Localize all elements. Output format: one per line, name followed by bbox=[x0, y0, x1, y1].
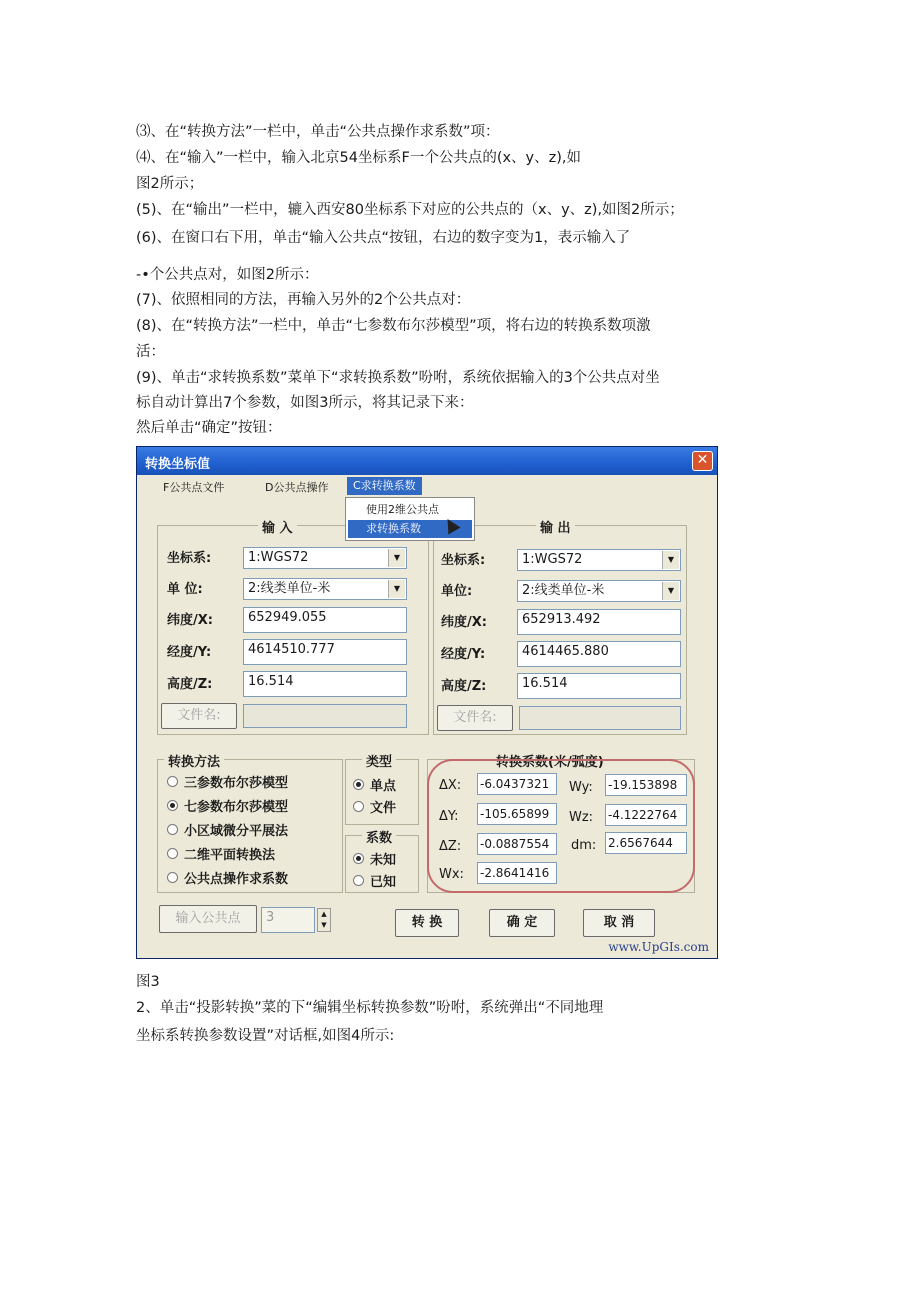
paragraph-step-8: (8)、在“转换方法”一栏中，单击“七参数布尔莎模型”项，将右边的转换系数项激 bbox=[136, 318, 651, 334]
output-lon-field[interactable]: 4614465.880 bbox=[517, 641, 681, 667]
paragraph-step-7: (7)、依照相同的方法，再输入另外的2个公共点对： bbox=[136, 292, 471, 308]
menu-bar bbox=[137, 475, 717, 497]
chevron-down-icon: ▼ bbox=[662, 582, 679, 600]
output-h-field[interactable]: 16.514 bbox=[517, 673, 681, 699]
menu-item-2d-points[interactable]: 使用2维公共点 bbox=[366, 503, 439, 516]
chevron-down-icon: ▼ bbox=[388, 549, 405, 567]
paragraph-step-6: (6)、在窗口右下用，单击“输入公共点“按钮，右边的数字变为1，表示输入了 bbox=[136, 230, 631, 246]
input-lat-field[interactable]: 652949.055 bbox=[243, 607, 407, 633]
wx-label: Wx: bbox=[439, 867, 464, 882]
chevron-down-icon: ▼ bbox=[388, 580, 405, 598]
method-option-2d[interactable]: 二维平面转换法 bbox=[167, 844, 275, 863]
input-h-field[interactable]: 16.514 bbox=[243, 671, 407, 697]
wz-field[interactable]: -4.1222764 bbox=[605, 804, 687, 826]
wz-label: Wz: bbox=[569, 810, 594, 825]
point-count-spinner[interactable]: ▲ ▼ bbox=[317, 908, 331, 932]
paragraph-step-4: ⑷、在“输入”一栏中，输入北京54坐标系F一个公共点的(x、y、z),如 bbox=[136, 150, 582, 166]
output-unit-label: 单位: bbox=[441, 584, 473, 599]
chevron-down-icon: ▼ bbox=[662, 551, 679, 569]
dy-field[interactable]: -105.65899 bbox=[477, 803, 557, 825]
paragraph-step-9: (9)、单击“求转换系数”菜单下“求转换系数”吩咐，系统依据输入的3个公共点对坐 bbox=[136, 370, 660, 386]
output-lon-label: 经度/Y: bbox=[441, 647, 486, 662]
paragraph-step-6-cont: -•个公共点对，如图2所示： bbox=[136, 267, 319, 283]
output-file-field[interactable] bbox=[519, 706, 681, 730]
solve-coef-dropdown bbox=[345, 497, 475, 541]
input-point-button[interactable]: 输入公共点 bbox=[159, 905, 257, 933]
coef-option-unknown[interactable]: 未知 bbox=[353, 849, 396, 868]
output-group-title: 输 出 bbox=[536, 517, 575, 536]
dz-label: ΔZ: bbox=[439, 839, 462, 854]
convert-button[interactable]: 转 换 bbox=[395, 909, 459, 937]
dy-label: ΔY: bbox=[439, 809, 459, 824]
figure-caption: 图3 bbox=[136, 974, 160, 990]
paragraph-step-5: (5)、在“输出”一栏中，辘入西安80坐标系下对应的公共点的（x、y、z),如图2所示； bbox=[136, 202, 684, 218]
dialog-titlebar bbox=[137, 447, 717, 475]
ok-button[interactable]: 确 定 bbox=[489, 909, 555, 937]
dm-label: dm: bbox=[571, 838, 597, 853]
output-lat-field[interactable]: 652913.492 bbox=[517, 609, 681, 635]
menu-point-ops[interactable]: D公共点操作 bbox=[265, 481, 329, 494]
coef-known-group-title: 系数 bbox=[362, 827, 396, 846]
coef-group-title: 转换系数(米/弧度) bbox=[492, 751, 608, 770]
paragraph-confirm: 然后单击“确定”按钮： bbox=[136, 420, 282, 436]
dx-field[interactable]: -6.0437321 bbox=[477, 773, 557, 795]
method-option-3param[interactable]: 三参数布尔莎模型 bbox=[167, 772, 288, 791]
output-lat-label: 纬度/X: bbox=[441, 615, 487, 630]
input-group-title: 输 入 bbox=[258, 517, 297, 536]
input-lon-label: 经度/Y: bbox=[167, 645, 212, 660]
output-h-label: 高度/Z: bbox=[441, 679, 487, 694]
output-unit-combo[interactable]: 2:线类单位-米 ▼ bbox=[517, 580, 681, 602]
input-h-label: 高度/Z: bbox=[167, 677, 213, 692]
output-coord-combo[interactable]: 1:WGS72 ▼ bbox=[517, 549, 681, 571]
type-group-title: 类型 bbox=[362, 751, 396, 770]
output-file-button[interactable]: 文件名: bbox=[437, 705, 513, 731]
point-count-field[interactable]: 3 bbox=[261, 907, 315, 933]
convert-coords-dialog bbox=[136, 446, 718, 959]
wx-field[interactable]: -2.8641416 bbox=[477, 862, 557, 884]
wy-label: Wy: bbox=[569, 780, 593, 795]
menu-solve-coef[interactable]: C求转换系数 bbox=[347, 477, 422, 495]
dm-field[interactable]: 2.6567644 bbox=[605, 832, 687, 854]
input-unit-combo[interactable]: 2:线类单位-米 ▼ bbox=[243, 578, 407, 600]
input-unit-label: 单 位: bbox=[167, 582, 203, 597]
method-option-7param[interactable]: 七参数布尔莎模型 bbox=[167, 796, 288, 815]
cancel-button[interactable]: 取 消 bbox=[583, 909, 655, 937]
type-option-file[interactable]: 文件 bbox=[353, 797, 396, 816]
input-coord-combo[interactable]: 1:WGS72 ▼ bbox=[243, 547, 407, 569]
watermark: www.UpGIs.com bbox=[608, 940, 709, 954]
dialog-title: 转换坐标值 bbox=[145, 457, 211, 472]
paragraph-next-step: 2、单击“投影转换”菜的下“编辑坐标转换参数”吩咐，系统弹出“不同地理 bbox=[136, 1000, 604, 1016]
paragraph-next-step-cont: 坐标系转换参数设置”对话框,如图4所示: bbox=[136, 1028, 395, 1044]
paragraph-step-8-cont: 活： bbox=[136, 344, 165, 360]
input-coord-label: 坐标系: bbox=[167, 551, 212, 566]
menu-point-file[interactable]: F公共点文件 bbox=[163, 481, 225, 494]
paragraph-step-3: ⑶、在“转换方法”一栏中，单击“公共点操作求系数”项： bbox=[136, 124, 500, 140]
input-file-field[interactable] bbox=[243, 704, 407, 728]
output-coord-label: 坐标系: bbox=[441, 553, 486, 568]
method-option-local[interactable]: 小区域微分平展法 bbox=[167, 820, 288, 839]
paragraph-step-4-cont: 图2所示； bbox=[136, 176, 204, 192]
close-icon[interactable]: ✕ bbox=[692, 451, 713, 471]
coef-option-known[interactable]: 已知 bbox=[353, 871, 396, 890]
dz-field[interactable]: -0.0887554 bbox=[477, 833, 557, 855]
input-lon-field[interactable]: 4614510.777 bbox=[243, 639, 407, 665]
paragraph-step-9-cont: 标自动计算出7个参数，如图3所示，将其记录下来： bbox=[136, 395, 474, 411]
menu-item-solve-coef[interactable]: 求转换系数 bbox=[348, 520, 472, 538]
input-lat-label: 纬度/X: bbox=[167, 613, 213, 628]
dx-label: ΔX: bbox=[439, 778, 462, 793]
wy-field[interactable]: -19.153898 bbox=[605, 774, 687, 796]
input-file-button[interactable]: 文件名: bbox=[161, 703, 237, 729]
type-option-single[interactable]: 单点 bbox=[353, 775, 396, 794]
method-option-common-points[interactable]: 公共点操作求系数 bbox=[167, 868, 288, 887]
method-group-title: 转换方法 bbox=[164, 751, 224, 770]
